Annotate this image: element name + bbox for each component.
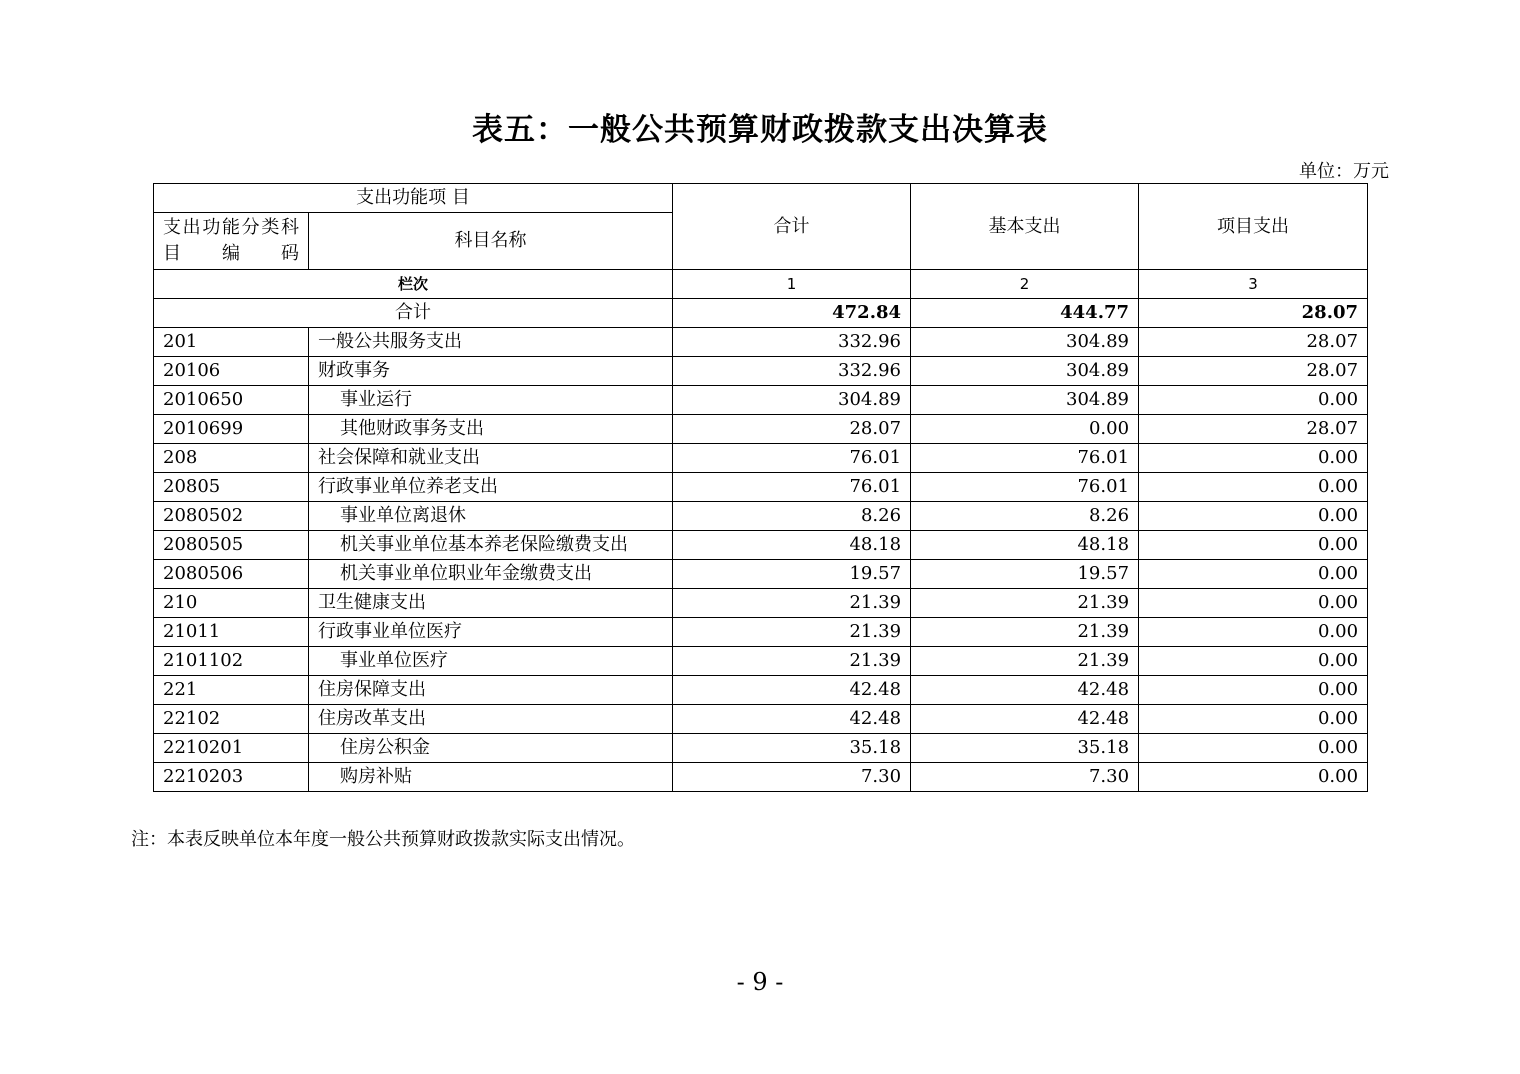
row-project: 0.00: [1139, 473, 1368, 502]
row-total: 19.57: [673, 560, 911, 589]
row-basic: 76.01: [911, 473, 1139, 502]
row-code: 2010699: [154, 415, 309, 444]
col-num-2: 2: [911, 270, 1139, 299]
row-code: 208: [154, 444, 309, 473]
table-row: [154, 589, 1368, 618]
row-basic: 21.39: [911, 647, 1139, 676]
table-note: 注：本表反映单位本年度一般公共预算财政拨款实际支出情况。: [131, 829, 635, 850]
row-code: 2210203: [154, 763, 309, 792]
row-name: 行政事业单位医疗: [309, 618, 673, 647]
row-basic: 304.89: [911, 357, 1139, 386]
table-row: [154, 473, 1368, 502]
row-code: 221: [154, 676, 309, 705]
total-row-project: 28.07: [1139, 299, 1368, 328]
row-name: 事业运行: [309, 386, 673, 415]
row-code: 20805: [154, 473, 309, 502]
table-row: [154, 531, 1368, 560]
row-label-cell: 栏次: [154, 270, 673, 299]
row-project: 0.00: [1139, 705, 1368, 734]
row-name: 事业单位离退休: [309, 502, 673, 531]
row-code: 210: [154, 589, 309, 618]
row-basic: 304.89: [911, 328, 1139, 357]
row-code: 2010650: [154, 386, 309, 415]
row-basic: 8.26: [911, 502, 1139, 531]
row-total: 35.18: [673, 734, 911, 763]
row-total: 76.01: [673, 444, 911, 473]
row-project: 28.07: [1139, 415, 1368, 444]
project-column-header: 项目支出: [1139, 184, 1368, 270]
row-project: 28.07: [1139, 328, 1368, 357]
row-name: 购房补贴: [309, 763, 673, 792]
row-project: 0.00: [1139, 386, 1368, 415]
table-row: [154, 763, 1368, 792]
row-project: 0.00: [1139, 676, 1368, 705]
total-row-label: 合计: [154, 299, 673, 328]
row-basic: 35.18: [911, 734, 1139, 763]
row-project: 0.00: [1139, 734, 1368, 763]
row-project: 0.00: [1139, 647, 1368, 676]
row-project: 0.00: [1139, 531, 1368, 560]
row-total: 48.18: [673, 531, 911, 560]
row-code: 2210201: [154, 734, 309, 763]
row-basic: 0.00: [911, 415, 1139, 444]
table-row: [154, 444, 1368, 473]
row-code: 22102: [154, 705, 309, 734]
table-row: [154, 618, 1368, 647]
row-code: 201: [154, 328, 309, 357]
table-row: [154, 647, 1368, 676]
function-item-header: 支出功能项 目: [154, 184, 673, 213]
page-title: 表五：一般公共预算财政拨款支出决算表: [472, 112, 1048, 148]
table-row: [154, 415, 1368, 444]
row-total: 8.26: [673, 502, 911, 531]
column-number-row: [154, 270, 1368, 299]
unit-label: 单位：万元: [1299, 161, 1389, 182]
row-basic: 76.01: [911, 444, 1139, 473]
total-row-basic: 444.77: [911, 299, 1139, 328]
row-basic: 48.18: [911, 531, 1139, 560]
row-project: 0.00: [1139, 589, 1368, 618]
row-total: 21.39: [673, 647, 911, 676]
name-column-header: 科目名称: [309, 213, 673, 270]
total-column-header: 合计: [673, 184, 911, 270]
row-total: 28.07: [673, 415, 911, 444]
row-name: 机关事业单位职业年金缴费支出: [309, 560, 673, 589]
row-code: 2080506: [154, 560, 309, 589]
row-basic: 42.48: [911, 705, 1139, 734]
row-name: 事业单位医疗: [309, 647, 673, 676]
row-project: 0.00: [1139, 444, 1368, 473]
row-basic: 19.57: [911, 560, 1139, 589]
page-number: - 9 -: [736, 968, 784, 996]
row-name: 住房改革支出: [309, 705, 673, 734]
row-total: 332.96: [673, 357, 911, 386]
col-num-1: 1: [673, 270, 911, 299]
table-row: [154, 386, 1368, 415]
basic-column-header: 基本支出: [911, 184, 1139, 270]
total-row-total: 472.84: [673, 299, 911, 328]
row-total: 7.30: [673, 763, 911, 792]
row-total: 42.48: [673, 676, 911, 705]
table-row: [154, 734, 1368, 763]
row-code: 2101102: [154, 647, 309, 676]
row-total: 76.01: [673, 473, 911, 502]
row-project: 0.00: [1139, 560, 1368, 589]
row-name: 一般公共服务支出: [309, 328, 673, 357]
table-row: [154, 328, 1368, 357]
row-code: 2080505: [154, 531, 309, 560]
row-total: 21.39: [673, 618, 911, 647]
row-basic: 42.48: [911, 676, 1139, 705]
header-row-1: [154, 184, 1368, 213]
row-total: 332.96: [673, 328, 911, 357]
col-num-3: 3: [1139, 270, 1368, 299]
code-column-header: 支出功能分类科目编码: [154, 213, 309, 270]
row-code: 21011: [154, 618, 309, 647]
row-total: 42.48: [673, 705, 911, 734]
row-basic: 21.39: [911, 589, 1139, 618]
row-name: 其他财政事务支出: [309, 415, 673, 444]
table-row: [154, 357, 1368, 386]
row-basic: 304.89: [911, 386, 1139, 415]
row-project: 0.00: [1139, 618, 1368, 647]
row-code: 2080502: [154, 502, 309, 531]
row-total: 304.89: [673, 386, 911, 415]
row-name: 住房公积金: [309, 734, 673, 763]
table-row: [154, 502, 1368, 531]
row-name: 住房保障支出: [309, 676, 673, 705]
row-project: 28.07: [1139, 357, 1368, 386]
row-name: 行政事业单位养老支出: [309, 473, 673, 502]
table-row: [154, 676, 1368, 705]
row-total: 21.39: [673, 589, 911, 618]
row-project: 0.00: [1139, 763, 1368, 792]
row-name: 卫生健康支出: [309, 589, 673, 618]
row-basic: 7.30: [911, 763, 1139, 792]
table-row: [154, 560, 1368, 589]
total-row: [154, 299, 1368, 328]
row-basic: 21.39: [911, 618, 1139, 647]
row-name: 社会保障和就业支出: [309, 444, 673, 473]
expenditure-table: [153, 183, 1368, 792]
table-row: [154, 705, 1368, 734]
row-project: 0.00: [1139, 502, 1368, 531]
row-name: 机关事业单位基本养老保险缴费支出: [309, 531, 673, 560]
row-code: 20106: [154, 357, 309, 386]
row-name: 财政事务: [309, 357, 673, 386]
